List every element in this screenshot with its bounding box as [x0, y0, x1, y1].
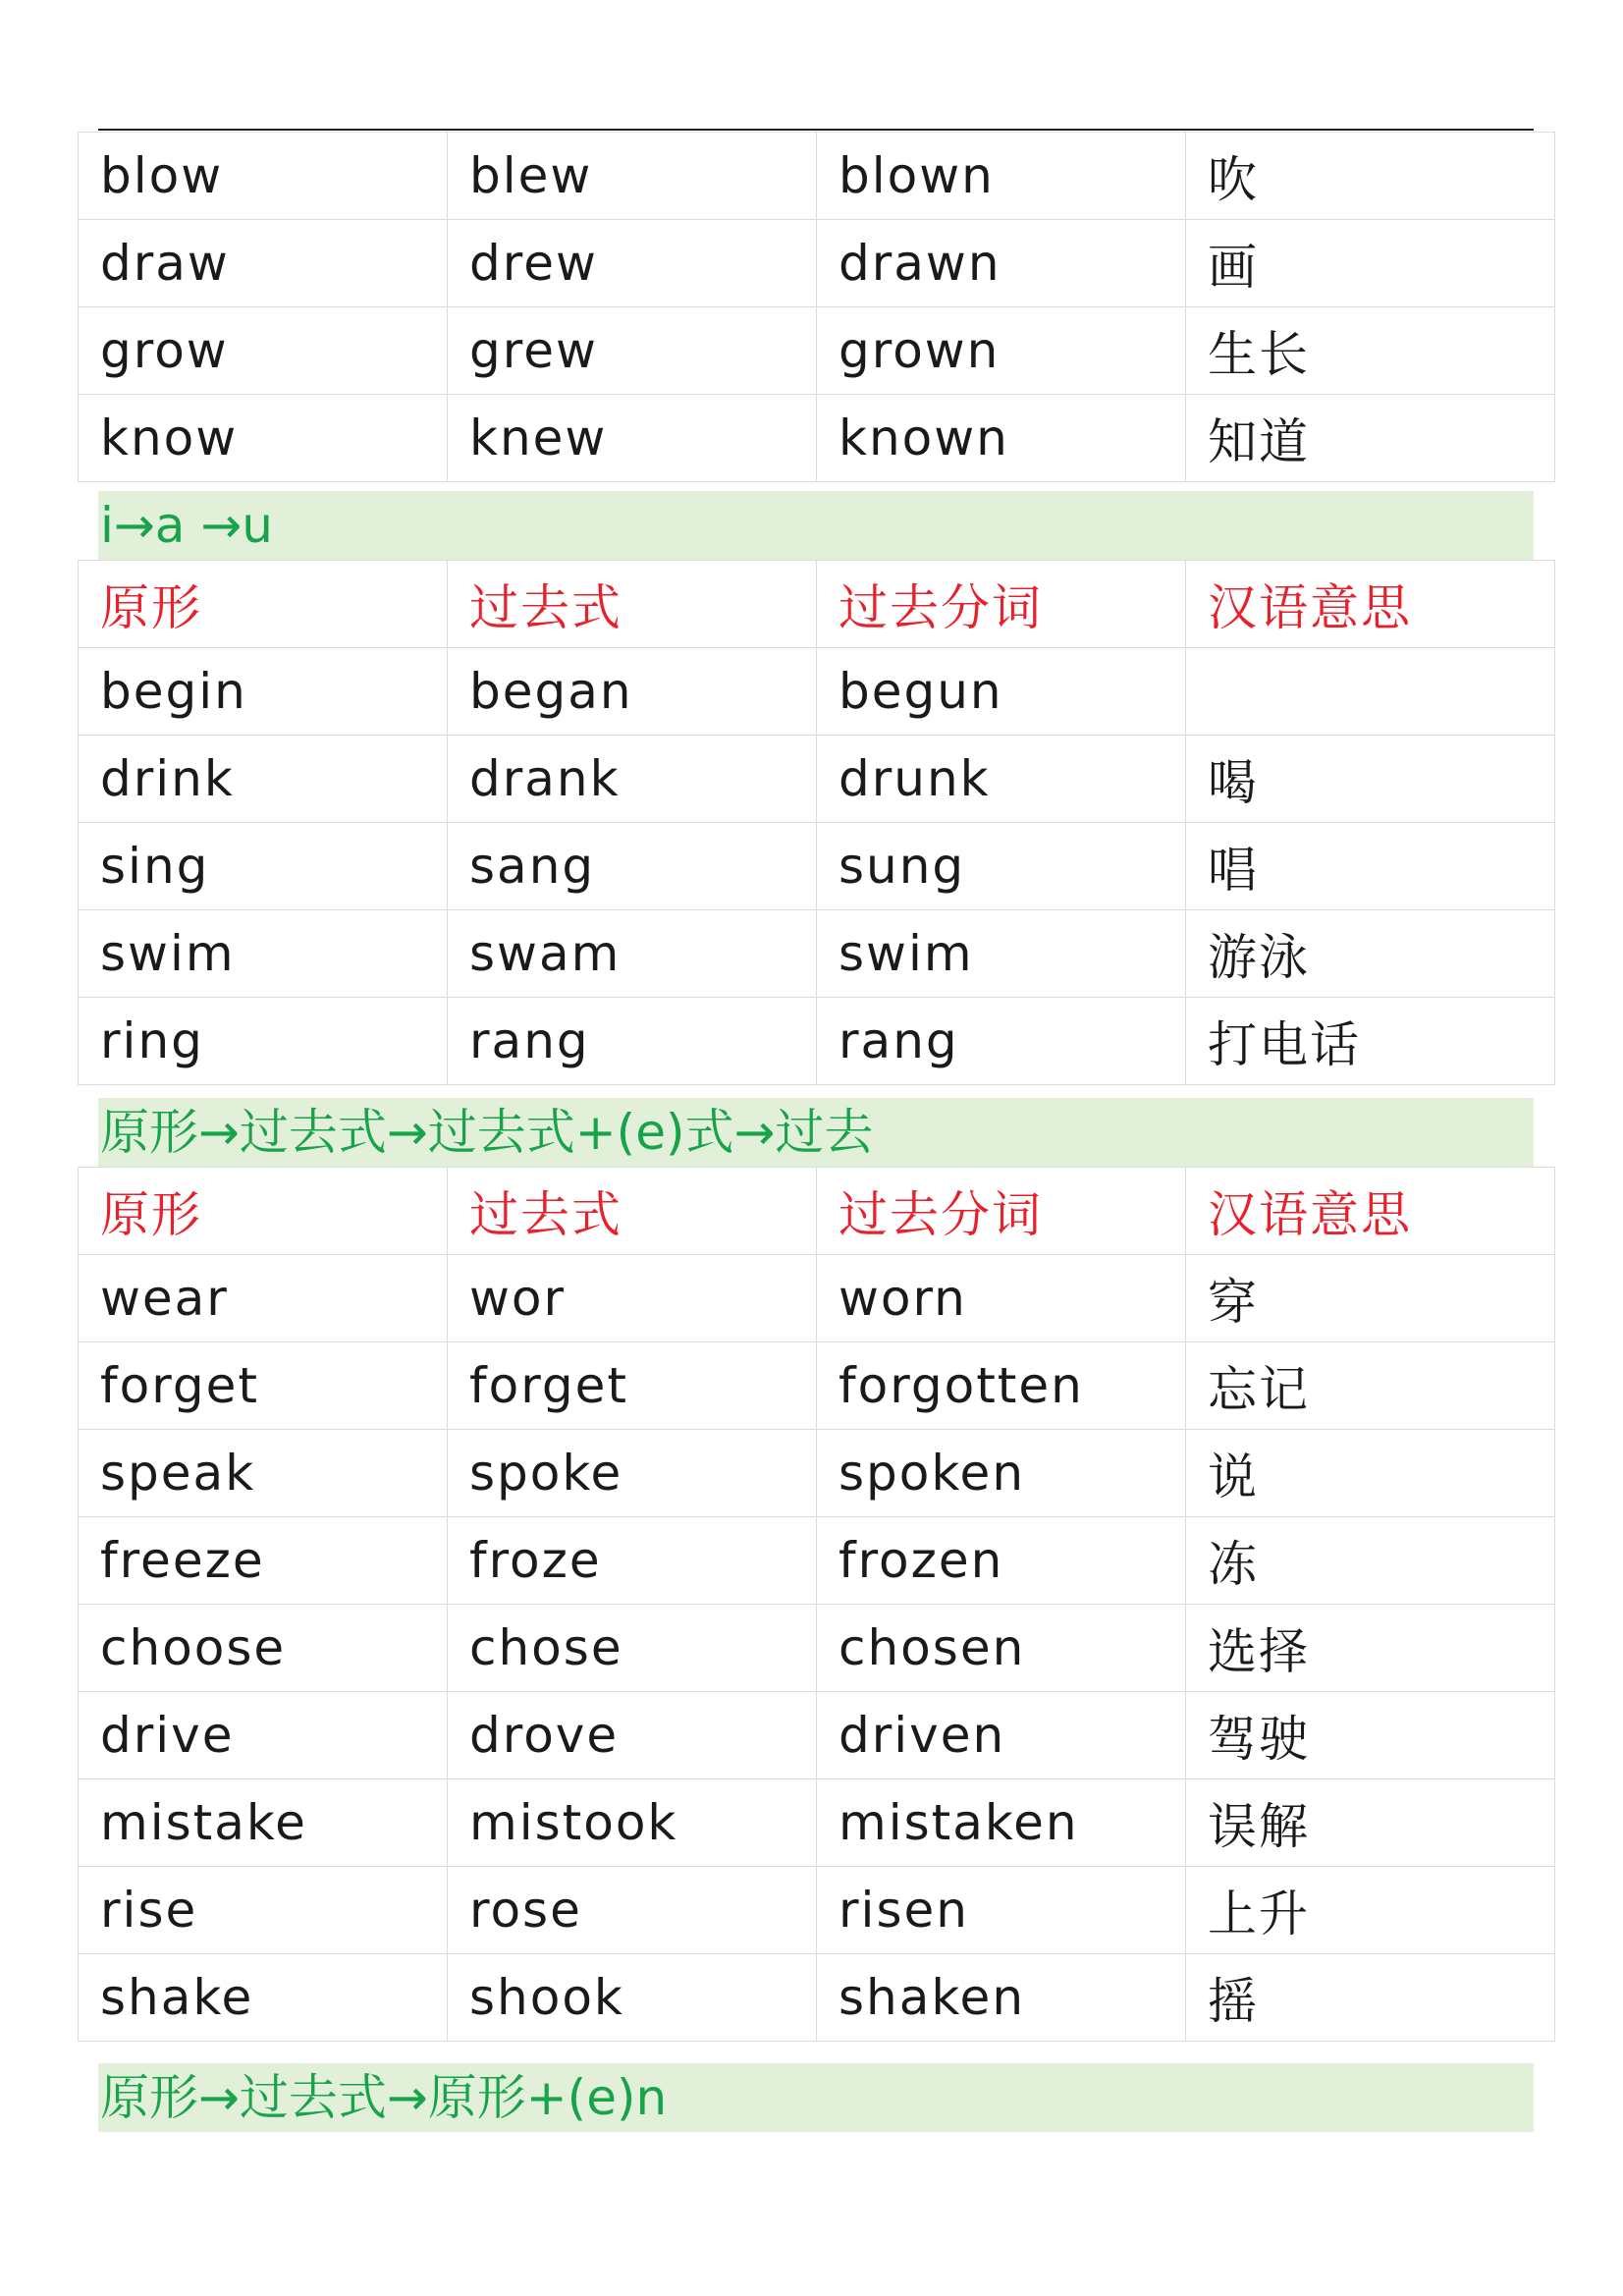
chinese-meaning: 生长 [1186, 307, 1555, 395]
past-tense: chose [448, 1605, 817, 1692]
past-tense: forget [448, 1342, 817, 1430]
verb-table-i-a-u [78, 560, 1555, 1085]
chinese-meaning: 唱 [1186, 823, 1555, 910]
past-participle: drawn [817, 220, 1186, 307]
base-form: begin [79, 648, 448, 736]
rule-band-past-participle-e [98, 1098, 1534, 1167]
base-form: choose [79, 1605, 448, 1692]
chinese-meaning: 穿 [1186, 1255, 1555, 1342]
header-chinese-meaning: 汉语意思 [1186, 561, 1555, 648]
table-row [79, 1692, 1555, 1779]
chinese-meaning: 说 [1186, 1430, 1555, 1517]
header-chinese-meaning: 汉语意思 [1186, 1168, 1555, 1255]
past-tense: mistook [448, 1779, 817, 1867]
chinese-meaning: 摇 [1186, 1954, 1555, 2042]
chinese-meaning: 知道 [1186, 395, 1555, 482]
base-form: mistake [79, 1779, 448, 1867]
base-form: draw [79, 220, 448, 307]
table-row [79, 736, 1555, 823]
table-row [79, 133, 1555, 220]
table-row [79, 1779, 1555, 1867]
header-past-tense: 过去式 [448, 1168, 817, 1255]
past-tense: blew [448, 133, 817, 220]
base-form: swim [79, 910, 448, 998]
base-form: forget [79, 1342, 448, 1430]
past-tense: spoke [448, 1430, 817, 1517]
base-form: ring [79, 998, 448, 1085]
past-tense: grew [448, 307, 817, 395]
table-row [79, 1430, 1555, 1517]
past-participle: spoken [817, 1430, 1186, 1517]
table-row [79, 1517, 1555, 1605]
top-rule-line [98, 129, 1534, 131]
past-participle: drunk [817, 736, 1186, 823]
table-row [79, 1867, 1555, 1954]
rule-band-i-a-u [98, 491, 1534, 560]
past-participle: frozen [817, 1517, 1186, 1605]
base-form: rise [79, 1867, 448, 1954]
table-row [79, 910, 1555, 998]
chinese-meaning: 选择 [1186, 1605, 1555, 1692]
base-form: freeze [79, 1517, 448, 1605]
base-form: blow [79, 133, 448, 220]
past-tense: swam [448, 910, 817, 998]
base-form: know [79, 395, 448, 482]
table-row [79, 1255, 1555, 1342]
chinese-meaning: 上升 [1186, 1867, 1555, 1954]
header-base-form: 原形 [79, 561, 448, 648]
chinese-meaning: 冻 [1186, 1517, 1555, 1605]
chinese-meaning: 游泳 [1186, 910, 1555, 998]
header-past-tense: 过去式 [448, 561, 817, 648]
chinese-meaning [1186, 648, 1555, 736]
rule-text: i→a →u [100, 497, 273, 554]
past-tense: knew [448, 395, 817, 482]
table-header-row [79, 1168, 1555, 1255]
past-tense: shook [448, 1954, 817, 2042]
chinese-meaning: 打电话 [1186, 998, 1555, 1085]
past-participle: forgotten [817, 1342, 1186, 1430]
past-participle: grown [817, 307, 1186, 395]
header-base-form: 原形 [79, 1168, 448, 1255]
past-tense: rose [448, 1867, 817, 1954]
past-tense: drew [448, 220, 817, 307]
base-form: drive [79, 1692, 448, 1779]
past-tense: wor [448, 1255, 817, 1342]
past-tense: drank [448, 736, 817, 823]
past-participle: worn [817, 1255, 1186, 1342]
past-participle: begun [817, 648, 1186, 736]
base-form: sing [79, 823, 448, 910]
chinese-meaning: 喝 [1186, 736, 1555, 823]
rule-band-base-en [98, 2063, 1534, 2132]
table-row [79, 1954, 1555, 2042]
past-participle: blown [817, 133, 1186, 220]
table-row [79, 395, 1555, 482]
header-past-participle: 过去分词 [817, 561, 1186, 648]
table-row [79, 307, 1555, 395]
verb-table-ow-ew-own [78, 132, 1555, 482]
chinese-meaning: 驾驶 [1186, 1692, 1555, 1779]
base-form: wear [79, 1255, 448, 1342]
past-tense: drove [448, 1692, 817, 1779]
past-participle: sung [817, 823, 1186, 910]
past-participle: swim [817, 910, 1186, 998]
base-form: grow [79, 307, 448, 395]
base-form: drink [79, 736, 448, 823]
chinese-meaning: 画 [1186, 220, 1555, 307]
past-participle: chosen [817, 1605, 1186, 1692]
table-header-row [79, 561, 1555, 648]
verb-table-base-past-en [78, 1167, 1555, 2042]
header-past-participle: 过去分词 [817, 1168, 1186, 1255]
rule-text: 原形→过去式→过去式+(e)式→过去 [100, 1104, 874, 1161]
table-row [79, 998, 1555, 1085]
past-tense: began [448, 648, 817, 736]
table-row [79, 220, 1555, 307]
past-participle: rang [817, 998, 1186, 1085]
chinese-meaning: 吹 [1186, 133, 1555, 220]
table-row [79, 648, 1555, 736]
past-participle: shaken [817, 1954, 1186, 2042]
base-form: speak [79, 1430, 448, 1517]
table-row [79, 1342, 1555, 1430]
past-participle: mistaken [817, 1779, 1186, 1867]
base-form: shake [79, 1954, 448, 2042]
past-participle: known [817, 395, 1186, 482]
rule-text: 原形→过去式→原形+(e)n [100, 2069, 668, 2126]
past-tense: rang [448, 998, 817, 1085]
past-tense: froze [448, 1517, 817, 1605]
past-participle: driven [817, 1692, 1186, 1779]
table-row [79, 1605, 1555, 1692]
chinese-meaning: 误解 [1186, 1779, 1555, 1867]
table-row [79, 823, 1555, 910]
past-participle: risen [817, 1867, 1186, 1954]
past-tense: sang [448, 823, 817, 910]
chinese-meaning: 忘记 [1186, 1342, 1555, 1430]
